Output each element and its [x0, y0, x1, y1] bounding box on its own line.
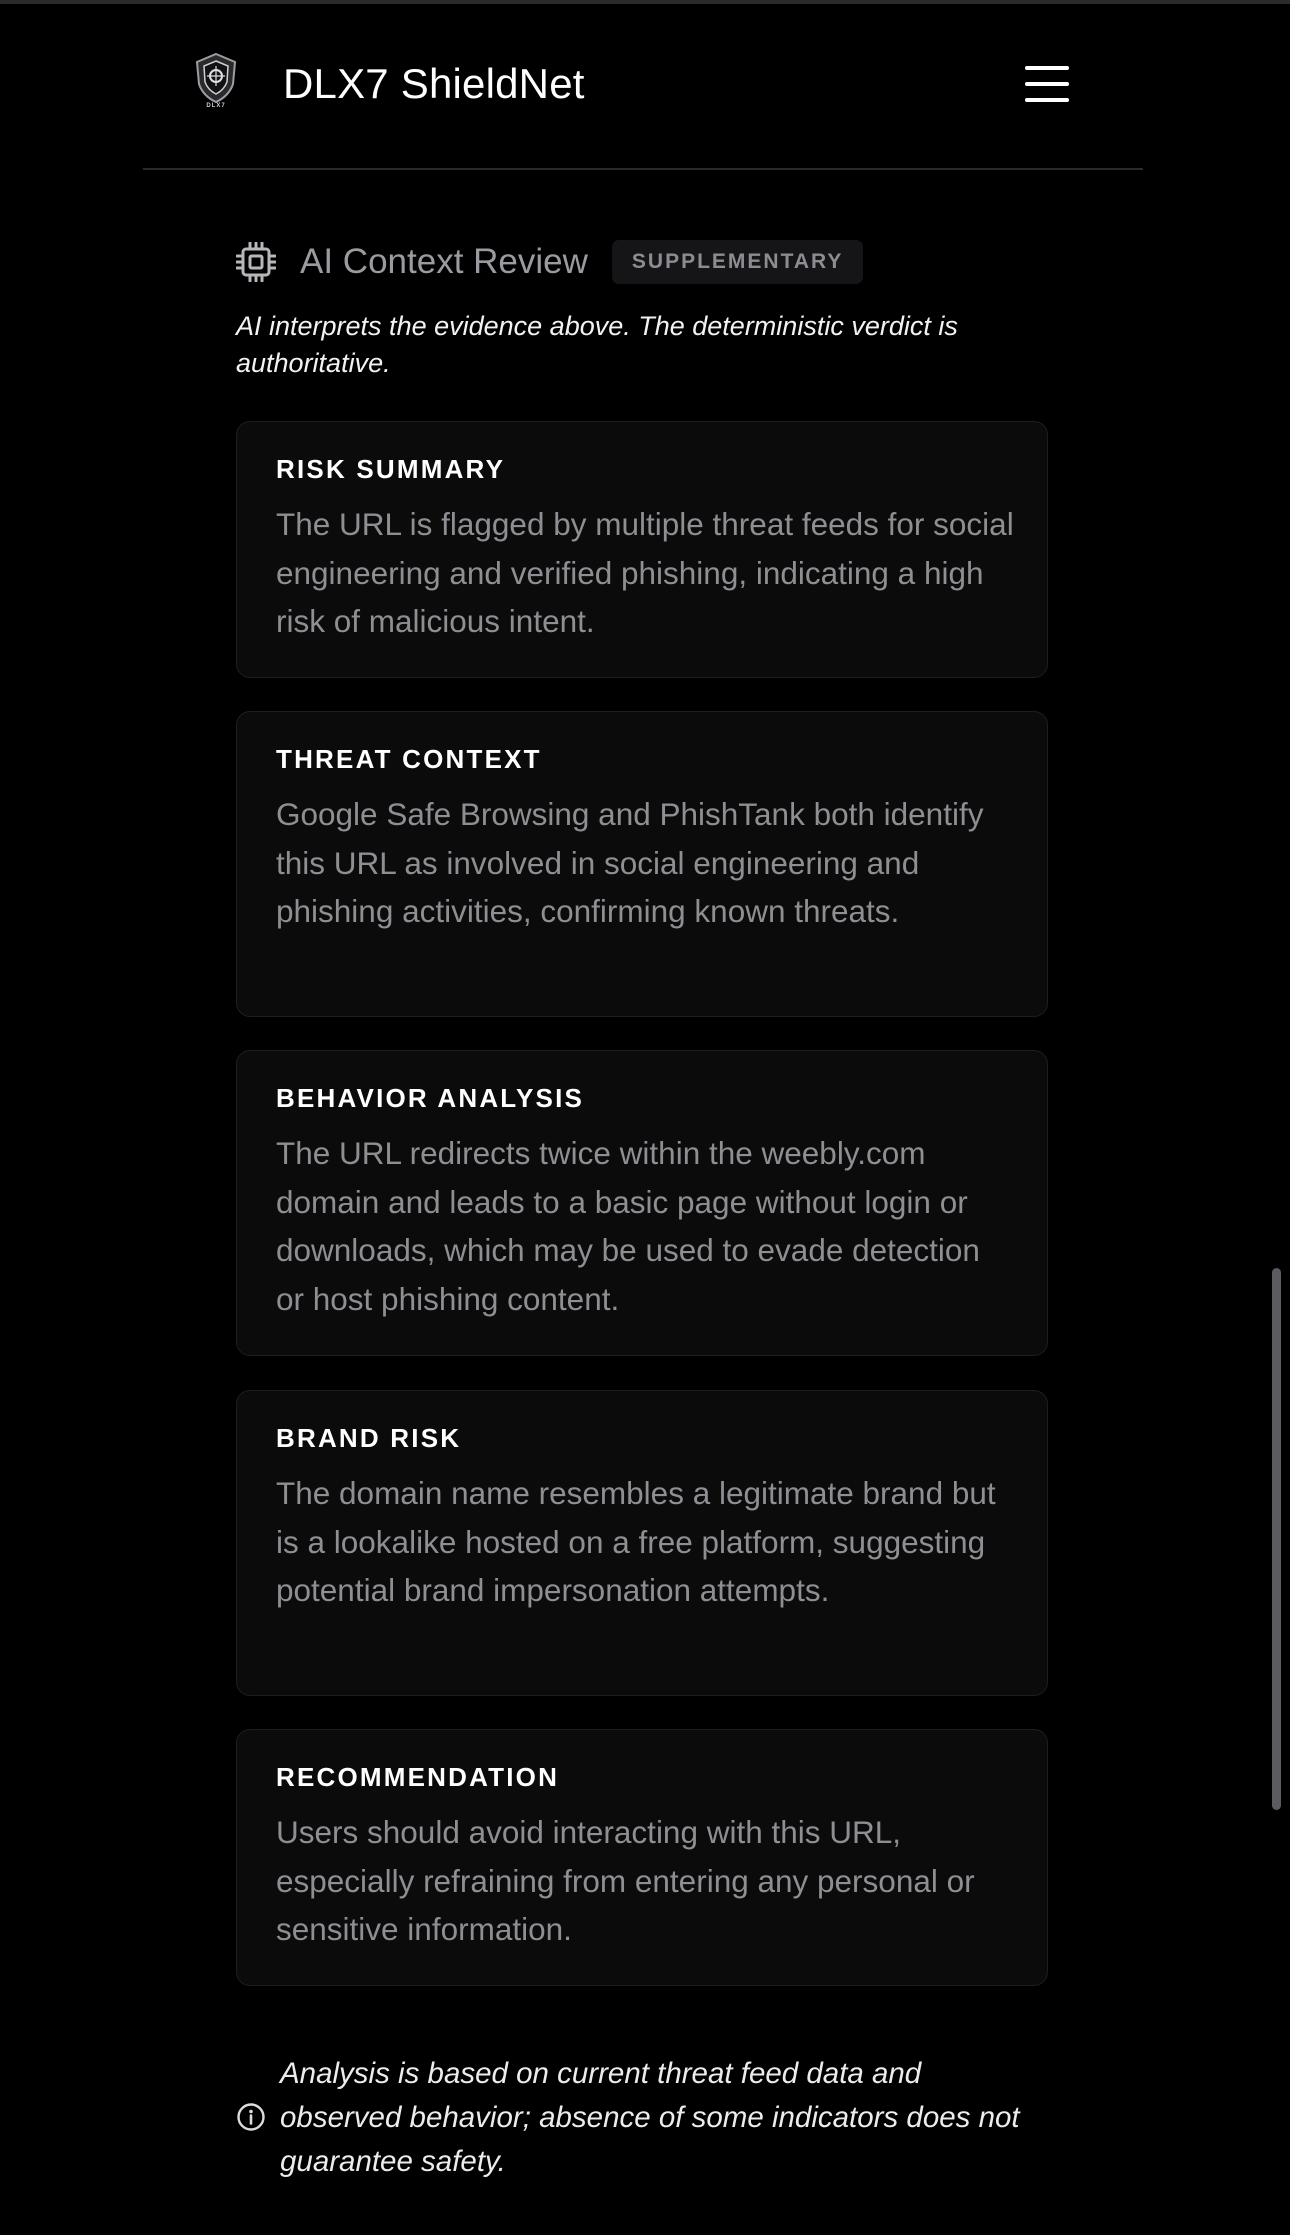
- threat-context-card: [236, 711, 1048, 1017]
- hamburger-menu-icon[interactable]: [1025, 66, 1069, 102]
- behavior-analysis-card: [236, 1050, 1048, 1356]
- app-title: DLX7 ShieldNet: [283, 60, 585, 107]
- card-body: Users should avoid interacting with this URL, especially refraining from entering any personal or sensitive information.: [276, 1814, 975, 1947]
- info-circle-icon: [236, 2102, 266, 2132]
- disclaimer-text: Analysis is based on current threat feed data and observed behavior; absence of some indicators does not guarantee safety.: [280, 2057, 1020, 2178]
- risk-summary-card: [236, 421, 1048, 678]
- card-title: RECOMMENDATION: [276, 1762, 560, 1792]
- scrollbar-thumb[interactable]: [1272, 1268, 1281, 1810]
- cpu-chip-icon: [236, 242, 276, 282]
- supplementary-badge: SUPPLEMENTARY: [612, 240, 864, 284]
- app-header: [143, 4, 1143, 170]
- section-description: AI interprets the evidence above. The deterministic verdict is authoritative.: [236, 311, 958, 378]
- section-title: AI Context Review: [300, 242, 588, 281]
- card-title: RISK SUMMARY: [276, 454, 506, 484]
- dlx7-shield-logo: [193, 52, 239, 108]
- card-body: Google Safe Browsing and PhishTank both identify this URL as involved in social engineering and phishing activities, confirming known threats.: [276, 796, 984, 929]
- ai-context-review-header: [236, 240, 863, 284]
- analysis-disclaimer: [236, 2052, 1066, 2182]
- card-body: The URL is flagged by multiple threat feeds for social engineering and verified phishing, indicating a high risk of malicious intent.: [276, 506, 1014, 639]
- card-title: BRAND RISK: [276, 1423, 462, 1453]
- card-body: The domain name resembles a legitimate brand but is a lookalike hosted on a free platform, suggesting potential brand impersonation attempts.: [276, 1475, 996, 1608]
- card-body: The URL redirects twice within the weebly.com domain and leads to a basic page without login or downloads, which may be used to evade detection or host phishing content.: [276, 1135, 980, 1317]
- logo-wordmark: DLX7: [206, 103, 226, 108]
- brand-risk-card: [236, 1390, 1048, 1696]
- card-title: BEHAVIOR ANALYSIS: [276, 1083, 585, 1113]
- card-title: THREAT CONTEXT: [276, 744, 542, 774]
- recommendation-card: [236, 1729, 1048, 1986]
